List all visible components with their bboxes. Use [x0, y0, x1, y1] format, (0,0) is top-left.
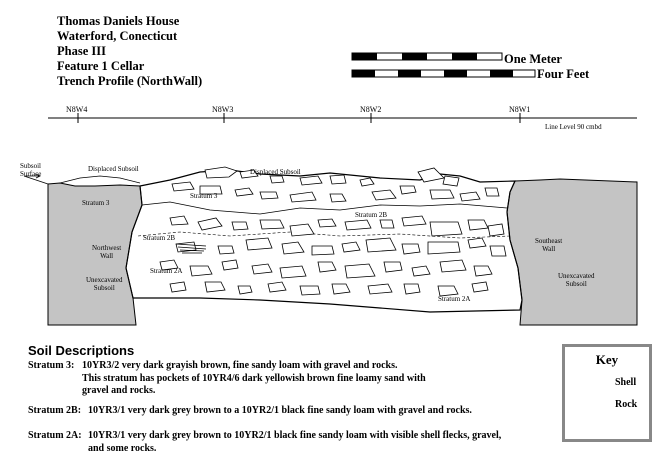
title-line-phase: Phase III — [57, 44, 106, 58]
unexcavated-right-label: Unexcavated Subsoil — [558, 272, 595, 288]
stratum3-label: Stratum 3: — [28, 360, 75, 371]
stratum2b-left-label: Stratum 2B — [143, 234, 176, 242]
key-rock-label: Rock — [615, 399, 638, 410]
title-line-site: Thomas Daniels House — [57, 14, 180, 28]
title-line-feature: Feature 1 Cellar — [57, 59, 145, 73]
stratum3-left-label: Stratum 3 — [82, 199, 110, 207]
stratum3-top-label: Stratum 3 — [190, 192, 218, 200]
meter-scale-label: One Meter — [504, 52, 562, 66]
meter-scale-bar — [352, 53, 502, 60]
stratum2a-label: Stratum 2A: — [28, 430, 82, 441]
feet-scale-label: Four Feet — [537, 67, 590, 81]
stratum2b-description: 10YR3/1 very dark grey brown to a 10YR2/1 black fine sandy loam with gravel and rocks. — [88, 405, 472, 416]
stratum2b-label: Stratum 2B: — [28, 405, 82, 416]
subsoil-surface-label: Subsoil Surface — [20, 162, 42, 178]
title-line-profile: Trench Profile (NorthWall) — [57, 74, 203, 88]
title-line-location: Waterford, Conecticut — [57, 29, 178, 43]
stratum2a-description: 10YR3/1 very dark grey brown to 10YR2/1 black fine sandy loam with visible shell flecks, gravel, and some rocks. — [88, 430, 502, 454]
feet-scale-bar — [352, 70, 535, 77]
key-legend — [562, 344, 652, 442]
grid-label-n8w2: N8W2 — [360, 105, 382, 114]
stratum3-description: 10YR3/2 very dark grayish brown, fine sandy loam with gravel and rocks. This stratum has pockets of 10YR4/6 dark yellowish brown fine loamy sand with gravel and rocks. — [82, 360, 426, 396]
rocks — [160, 167, 506, 296]
unexcavated-left-label: Unexcavated Subsoil — [86, 276, 123, 292]
stratum2a-bottom-label: Stratum 2A — [438, 295, 471, 303]
grid-label-n8w3: N8W3 — [212, 105, 234, 114]
stratum2a-left-label: Stratum 2A — [150, 267, 183, 275]
displaced-subsoil-left-label: Displaced Subsoil — [88, 165, 139, 173]
grid-label-n8w4: N8W4 — [66, 105, 88, 114]
key-shell-label: Shell — [615, 377, 637, 388]
line-level-label: Line Level 90 cmbd — [545, 123, 602, 131]
key-title: Key — [595, 352, 619, 367]
southeast-wall-label: Southeast Wall — [535, 237, 563, 253]
soil-descriptions-heading: Soil Descriptions — [28, 343, 135, 358]
northwest-wall-label: Northwest Wall — [92, 244, 122, 260]
displaced-subsoil-right-label: Displaced Subsoil — [250, 168, 301, 176]
grid-label-n8w1: N8W1 — [509, 105, 531, 114]
stratum2b-center-label: Stratum 2B — [355, 211, 388, 219]
